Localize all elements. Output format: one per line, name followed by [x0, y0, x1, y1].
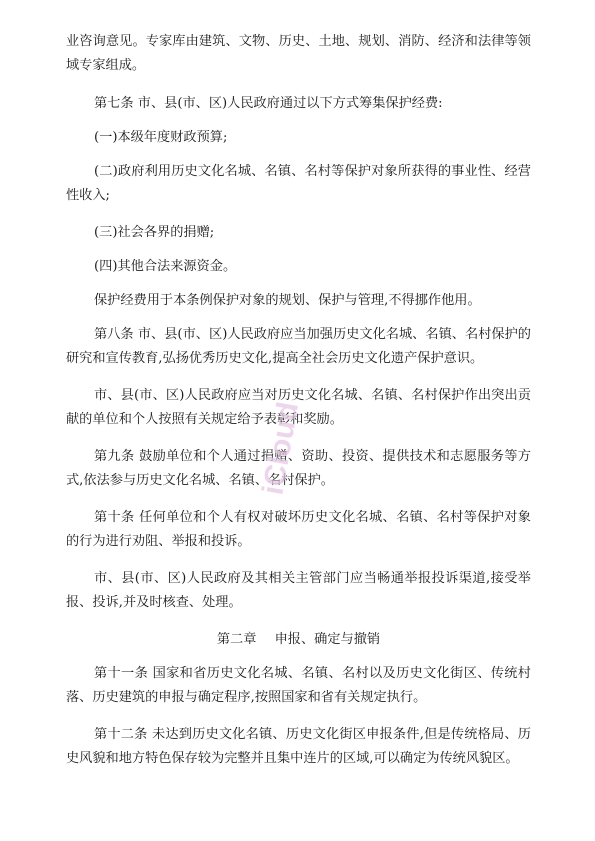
paragraph-expert-pool: 业咨询意见。专家库由建筑、文物、历史、土地、规划、消防、经济和法律等领域专家组成。 [66, 34, 531, 73]
list-item-funding-4: (四)其他合法来源资金。 [94, 259, 237, 274]
paragraph-funding-usage: 保护经费用于本条例保护对象的规划、保护与管理,不得挪作他用。 [94, 293, 481, 308]
paragraph-article-8: 第八条 市、县(市、区)人民政府应当加强历史文化名城、名镇、名村保护的研究和宣传教育,弘扬优秀历史文化,提高全社会历史文化遗产保护意识。 [66, 327, 531, 366]
paragraph-article-9: 第九条 鼓励单位和个人通过捐赠、资助、投资、提供技术和志愿服务等方式,依法参与历史文化名城、名镇、名村保护。 [66, 449, 531, 488]
list-item-funding-3: (三)社会各界的捐赠; [94, 225, 215, 240]
list-item-funding-1: (一)本级年度财政预算; [94, 130, 228, 145]
watermark-logo [252, 356, 322, 506]
paragraph-article-12: 第十二条 未达到历史文化名镇、历史文化街区申报条件,但是传统格局、历史风貌和地方特色保存较为完整并且集中连片的区域,可以确定为传统风貌区。 [66, 727, 531, 766]
paragraph-article-8-rewards: 市、县(市、区)人民政府应当对历史文化名城、名镇、名村保护作出突出贡献的单位和个人按照有关规定给予表彰和奖励。 [66, 388, 531, 427]
paragraph-article-10: 第十条 任何单位和个人有权对破坏历史文化名城、名镇、名村等保护对象的行为进行劝阻、举报和投诉。 [66, 510, 531, 549]
paragraph-article-7: 第七条 市、县(市、区)人民政府通过以下方式筹集保护经费: [94, 96, 443, 111]
paragraph-article-11: 第十一条 国家和省历史文化名城、名镇、名村以及历史文化街区、传统村落、历史建筑的申报与确定程序,按照国家和省有关规定执行。 [66, 666, 531, 705]
list-item-funding-2: (二)政府利用历史文化名城、名镇、名村等保护对象所获得的事业性、经营性收入; [66, 164, 531, 203]
paragraph-article-10-reporting: 市、县(市、区)人民政府及其相关主管部门应当畅通举报投诉渠道,接受举报、投诉,并及时核查、处理。 [66, 571, 531, 610]
chapter-heading: 第二章 申报、确定与撤销 [216, 632, 381, 647]
svg-text:iCloud: iCloud [256, 399, 306, 498]
